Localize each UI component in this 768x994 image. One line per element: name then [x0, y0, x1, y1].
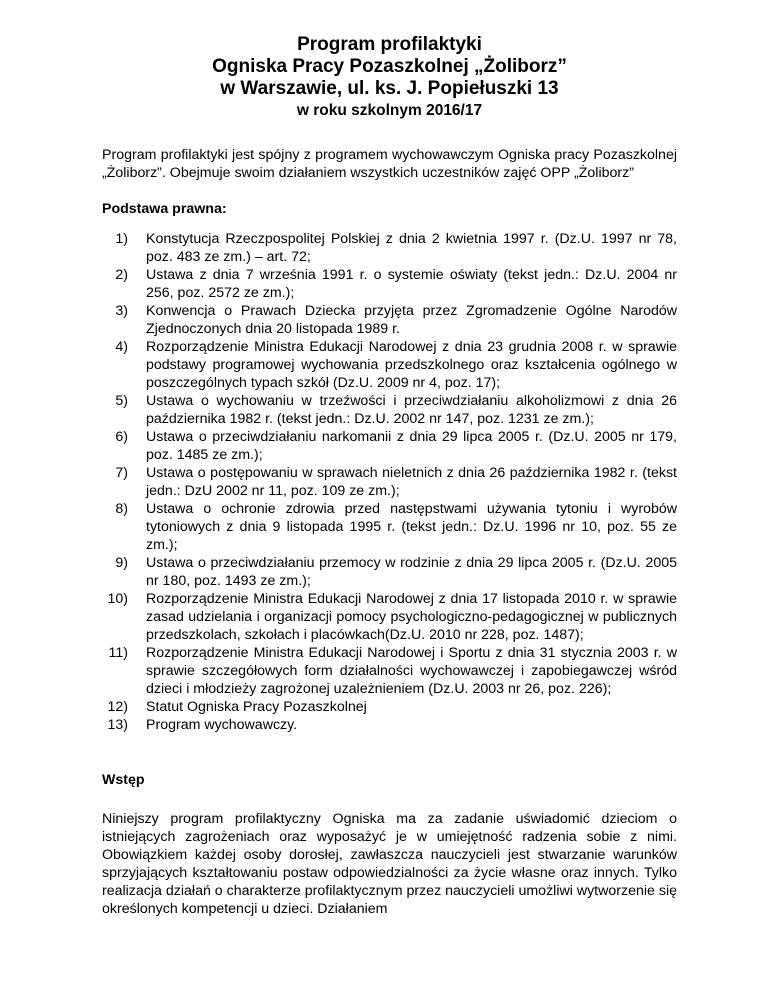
- list-item-number: 1): [115, 231, 128, 247]
- list-item: [102, 590, 677, 644]
- title-line-4: w roku szkolnym 2016/17: [296, 102, 483, 119]
- list-item-text: Ustawa o przeciwdziałaniu narkomanii z dnia 29 lipca 2005 r. (Dz.U. 2005 nr 179, poz. 1485 ze zm.);: [146, 429, 677, 463]
- list-item-text: Rozporządzenie Ministra Edukacji Narodowej z dnia 17 listopada 2010 r. w sprawie zasad udzielania i organizacji pomocy psychologiczno-pedagogicznej w publicznych przedszkolach, szkołach i placówkach(Dz.U. 2010 nr 228, poz. 1487);: [146, 591, 677, 643]
- list-item-number: 7): [115, 465, 128, 481]
- list-item: [102, 500, 677, 554]
- list-item: [102, 302, 677, 338]
- list-item-number: 11): [108, 645, 128, 661]
- legal-basis-list: [102, 230, 677, 734]
- legal-basis-heading: Podstawa prawna:: [102, 201, 227, 217]
- list-item-text: Program wychowawczy.: [146, 717, 298, 733]
- list-item-number: 9): [115, 555, 128, 571]
- introduction-paragraph: Niniejszy program profilaktyczny Ogniska ma za zadanie uświadomić dzieciom o istniejących zagrożeniach oraz wyposażyć je w umiejętność radzenia sobie z nimi. Obowiązkiem każdej osoby dorosłej, zawłaszcza nauczycieli jest stwarzanie warunków sprzyjających kształtowaniu postaw odpowiedzialności za życie własne oraz innych. Tylko realizacja działań o charakterze profilaktycznym przez nauczycieli umożliwi wytworzenie się określonych kompetencji u dzieci. Działaniem: [102, 811, 677, 917]
- title-line-3: w Warszawie, ul. ks. J. Popiełuszki 13: [220, 78, 559, 99]
- list-item-number: 13): [107, 717, 128, 733]
- list-item: [102, 716, 677, 734]
- list-item: [102, 464, 677, 500]
- list-item-number: 5): [115, 393, 128, 409]
- list-item-text: Ustawa o postępowaniu w sprawach nieletnich z dnia 26 października 1982 r. (tekst jedn.: DzU 2002 nr 11, poz. 109 ze zm.);: [146, 465, 677, 499]
- list-item: [102, 554, 677, 590]
- intro-paragraph: Program profilaktyki jest spójny z programem wychowawczym Ogniska pracy Pozaszkolnej „Żoliborz”. Obejmuje swoim działaniem wszystkich uczestników zajęć OPP „Żoliborz”: [102, 147, 677, 181]
- document-page: [102, 34, 677, 918]
- title-line-2: Ogniska Pracy Pozaszkolnej „Żoliborz”: [212, 56, 567, 77]
- list-item-number: 12): [107, 699, 128, 715]
- title-line-1: Program profilaktyki: [297, 34, 482, 55]
- list-item-number: 8): [115, 501, 128, 517]
- list-item-number: 6): [115, 429, 128, 445]
- list-item-number: 10): [107, 591, 128, 607]
- list-item: [102, 338, 677, 392]
- list-item: [102, 230, 677, 266]
- introduction-heading: Wstęp: [102, 772, 145, 788]
- list-item-text: Ustawa o ochronie zdrowia przed następstwami używania tytoniu i wyrobów tytoniowych z dnia 9 listopada 1995 r. (tekst jedn.: Dz.U. 1996 nr 10, poz. 55 ze zm.);: [146, 501, 677, 553]
- list-item: [102, 392, 677, 428]
- list-item: [102, 428, 677, 464]
- list-item: [102, 644, 677, 698]
- list-item-text: Ustawa o wychowaniu w trzeźwości i przeciwdziałaniu alkoholizmowi z dnia 26 października 1982 r. (tekst jedn.: Dz.U. 2002 nr 147, poz. 1231 ze zm.);: [146, 393, 677, 427]
- list-item-text: Konstytucja Rzeczpospolitej Polskiej z dnia 2 kwietnia 1997 r. (Dz.U. 1997 nr 78, poz. 483 ze zm.) – art. 72;: [146, 231, 677, 265]
- list-item: [102, 266, 677, 302]
- list-item: [102, 698, 677, 716]
- list-item-text: Ustawa o przeciwdziałaniu przemocy w rodzinie z dnia 29 lipca 2005 r. (Dz.U. 2005 nr 180, poz. 1493 ze zm.);: [146, 555, 677, 589]
- list-item-text: Rozporządzenie Ministra Edukacji Narodowej z dnia 23 grudnia 2008 r. w sprawie podstawy programowej wychowania przedszkolnego oraz kształcenia ogólnego w poszczególnych typach szkół (Dz.U. 2009 nr 4, poz. 17);: [146, 339, 677, 391]
- list-item-number: 2): [115, 267, 128, 283]
- title-block: [102, 34, 677, 122]
- list-item-text: Ustawa z dnia 7 września 1991 r. o systemie oświaty (tekst jedn.: Dz.U. 2004 nr 256, poz. 2572 ze zm.);: [146, 267, 677, 301]
- list-item-text: Statut Ogniska Pracy Pozaszkolnej: [146, 699, 367, 715]
- list-item-text: Konwencja o Prawach Dziecka przyjęta przez Zgromadzenie Ogólne Narodów Zjednoczonych dnia 20 listopada 1989 r.: [146, 303, 677, 337]
- list-item-text: Rozporządzenie Ministra Edukacji Narodowej i Sportu z dnia 31 stycznia 2003 r. w sprawie szczegółowych form działalności wychowawczej i zapobiegawczej wśród dzieci i młodzieży zagrożonej uzależnieniem (Dz.U. 2003 nr 26, poz. 226);: [146, 645, 677, 697]
- list-item-number: 3): [115, 303, 128, 319]
- list-item-number: 4): [115, 339, 128, 355]
